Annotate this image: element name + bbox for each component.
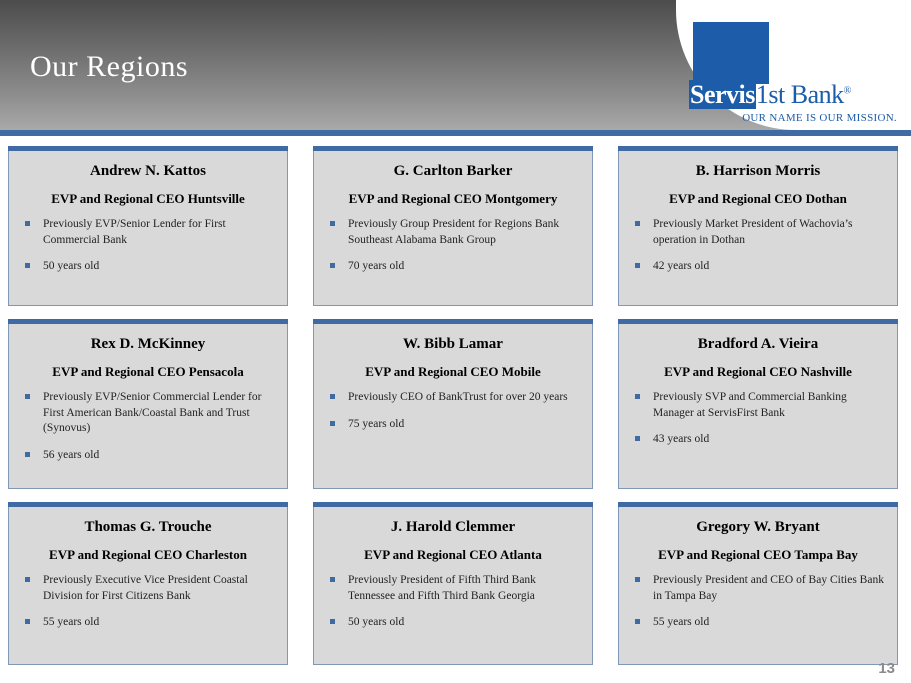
bullet-text: Previously CEO of BankTrust for over 20 years: [348, 391, 568, 403]
logo-square-icon: [693, 22, 769, 84]
region-card: [313, 146, 593, 306]
region-card: [8, 319, 288, 489]
card-person-role: EVP and Regional CEO Mobile: [365, 364, 541, 379]
bullet-square-icon: [330, 619, 335, 624]
card-person-name: B. Harrison Morris: [695, 163, 821, 179]
bullet-text: 43 years old: [653, 433, 710, 446]
list-item: [324, 217, 582, 248]
bullet-text: Previously Market President of Wachovia’s operation in Dothan: [653, 218, 853, 246]
card-person-role: EVP and Regional CEO Tampa Bay: [658, 547, 858, 562]
bullet-text: 56 years old: [43, 448, 100, 461]
list-item: [324, 417, 582, 433]
bullet-square-icon: [330, 394, 335, 399]
bullet-square-icon: [635, 577, 640, 582]
list-item: [629, 217, 887, 248]
list-item: [19, 259, 277, 275]
bullet-square-icon: [330, 577, 335, 582]
bullet-text: Previously President of Fifth Third Bank Tennessee and Fifth Third Bank Georgia: [348, 574, 536, 602]
card-bullets: [324, 573, 582, 631]
logo-word-first: 1st: [755, 80, 785, 109]
list-item: [19, 390, 277, 437]
card-top-accent: [618, 502, 898, 507]
bullet-square-icon: [25, 452, 30, 457]
card-person-role: EVP and Regional CEO Atlanta: [364, 547, 542, 562]
page-number: 13: [878, 660, 895, 677]
region-card: [8, 502, 288, 665]
bullet-text: Previously Executive Vice President Coastal Division for First Citizens Bank: [43, 574, 248, 602]
page-title: Our Regions: [30, 50, 188, 83]
bullet-square-icon: [635, 619, 640, 624]
card-person-name: J. Harold Clemmer: [390, 519, 516, 535]
region-card: [618, 146, 898, 306]
card-person-role: EVP and Regional CEO Huntsville: [51, 191, 245, 206]
card-bullets: [324, 217, 582, 275]
card-person-role: EVP and Regional CEO Pensacola: [52, 364, 244, 379]
card-top-accent: [8, 502, 288, 507]
card-bullets: [629, 217, 887, 275]
card-bullets: [629, 573, 887, 631]
region-card: [618, 319, 898, 489]
card-top-accent: [618, 146, 898, 151]
card-person-name: W. Bibb Lamar: [403, 336, 503, 352]
list-item: [324, 615, 582, 631]
header-rule-spacer: [0, 136, 911, 140]
bullet-text: 55 years old: [43, 616, 100, 629]
card-bullets: [629, 390, 887, 448]
region-card: [313, 319, 593, 489]
card-bullets: [19, 217, 277, 275]
bullet-text: 50 years old: [43, 260, 100, 273]
bullet-text: 55 years old: [653, 616, 710, 629]
card-person-role: EVP and Regional CEO Dothan: [669, 191, 847, 206]
list-item: [19, 573, 277, 604]
card-top-accent: [618, 319, 898, 324]
logo-word-servis: Servis: [690, 80, 755, 109]
bullet-square-icon: [635, 221, 640, 226]
region-card: [8, 146, 288, 306]
card-top-accent: [313, 146, 593, 151]
bullet-text: 75 years old: [348, 417, 405, 430]
bullet-square-icon: [25, 221, 30, 226]
bullet-square-icon: [330, 421, 335, 426]
list-item: [629, 432, 887, 448]
card-person-name: Bradford A. Vieira: [697, 336, 819, 352]
card-top-accent: [8, 146, 288, 151]
list-item: [19, 217, 277, 248]
bullet-square-icon: [635, 394, 640, 399]
list-item: [324, 259, 582, 275]
bullet-square-icon: [25, 263, 30, 268]
card-person-name: Thomas G. Trouche: [84, 519, 212, 535]
bullet-text: 42 years old: [653, 260, 710, 273]
card-top-accent: [313, 319, 593, 324]
logo-tagline: OUR NAME IS OUR MISSION.: [742, 112, 897, 124]
list-item: [324, 390, 582, 406]
bullet-text: 50 years old: [348, 616, 405, 629]
card-bullets: [19, 390, 277, 463]
regions-grid: [8, 146, 904, 665]
list-item: [629, 259, 887, 275]
list-item: [19, 615, 277, 631]
card-person-name: G. Carlton Barker: [393, 163, 513, 179]
slide-header: [0, 0, 911, 130]
logo-wordmark: [689, 80, 904, 110]
bullet-square-icon: [330, 221, 335, 226]
list-item: [19, 448, 277, 464]
region-card: [618, 502, 898, 665]
card-person-name: Rex D. McKinney: [90, 336, 206, 352]
list-item: [629, 573, 887, 604]
bullet-text: 70 years old: [348, 260, 405, 273]
card-bullets: [19, 573, 277, 631]
bullet-square-icon: [635, 263, 640, 268]
card-person-role: EVP and Regional CEO Charleston: [49, 547, 247, 562]
card-bullets: [324, 390, 582, 432]
list-item: [629, 615, 887, 631]
bullet-square-icon: [25, 394, 30, 399]
bullet-text: Previously President and CEO of Bay Cities Bank in Tampa Bay: [653, 574, 884, 602]
card-person-name: Andrew N. Kattos: [90, 163, 206, 179]
region-card: [313, 502, 593, 665]
logo-registered-mark: ®: [843, 85, 851, 97]
card-person-role: EVP and Regional CEO Montgomery: [348, 191, 558, 206]
list-item: [324, 573, 582, 604]
bullet-square-icon: [635, 436, 640, 441]
card-person-name: Gregory W. Bryant: [696, 519, 820, 535]
card-person-role: EVP and Regional CEO Nashville: [664, 364, 852, 379]
bullet-text: Previously Group President for Regions Bank Southeast Alabama Bank Group: [348, 218, 560, 246]
bullet-square-icon: [25, 619, 30, 624]
logo-word-bank: Bank: [784, 80, 844, 109]
card-top-accent: [8, 319, 288, 324]
bullet-text: Previously EVP/Senior Commercial Lender for First American Bank/Coastal Bank and Trust (Synovus): [43, 391, 262, 435]
bullet-text: Previously EVP/Senior Lender for First Commercial Bank: [43, 218, 226, 246]
bullet-text: Previously SVP and Commercial Banking Manager at ServisFirst Bank: [653, 391, 847, 419]
list-item: [629, 390, 887, 421]
bullet-square-icon: [25, 577, 30, 582]
card-top-accent: [313, 502, 593, 507]
bullet-square-icon: [330, 263, 335, 268]
